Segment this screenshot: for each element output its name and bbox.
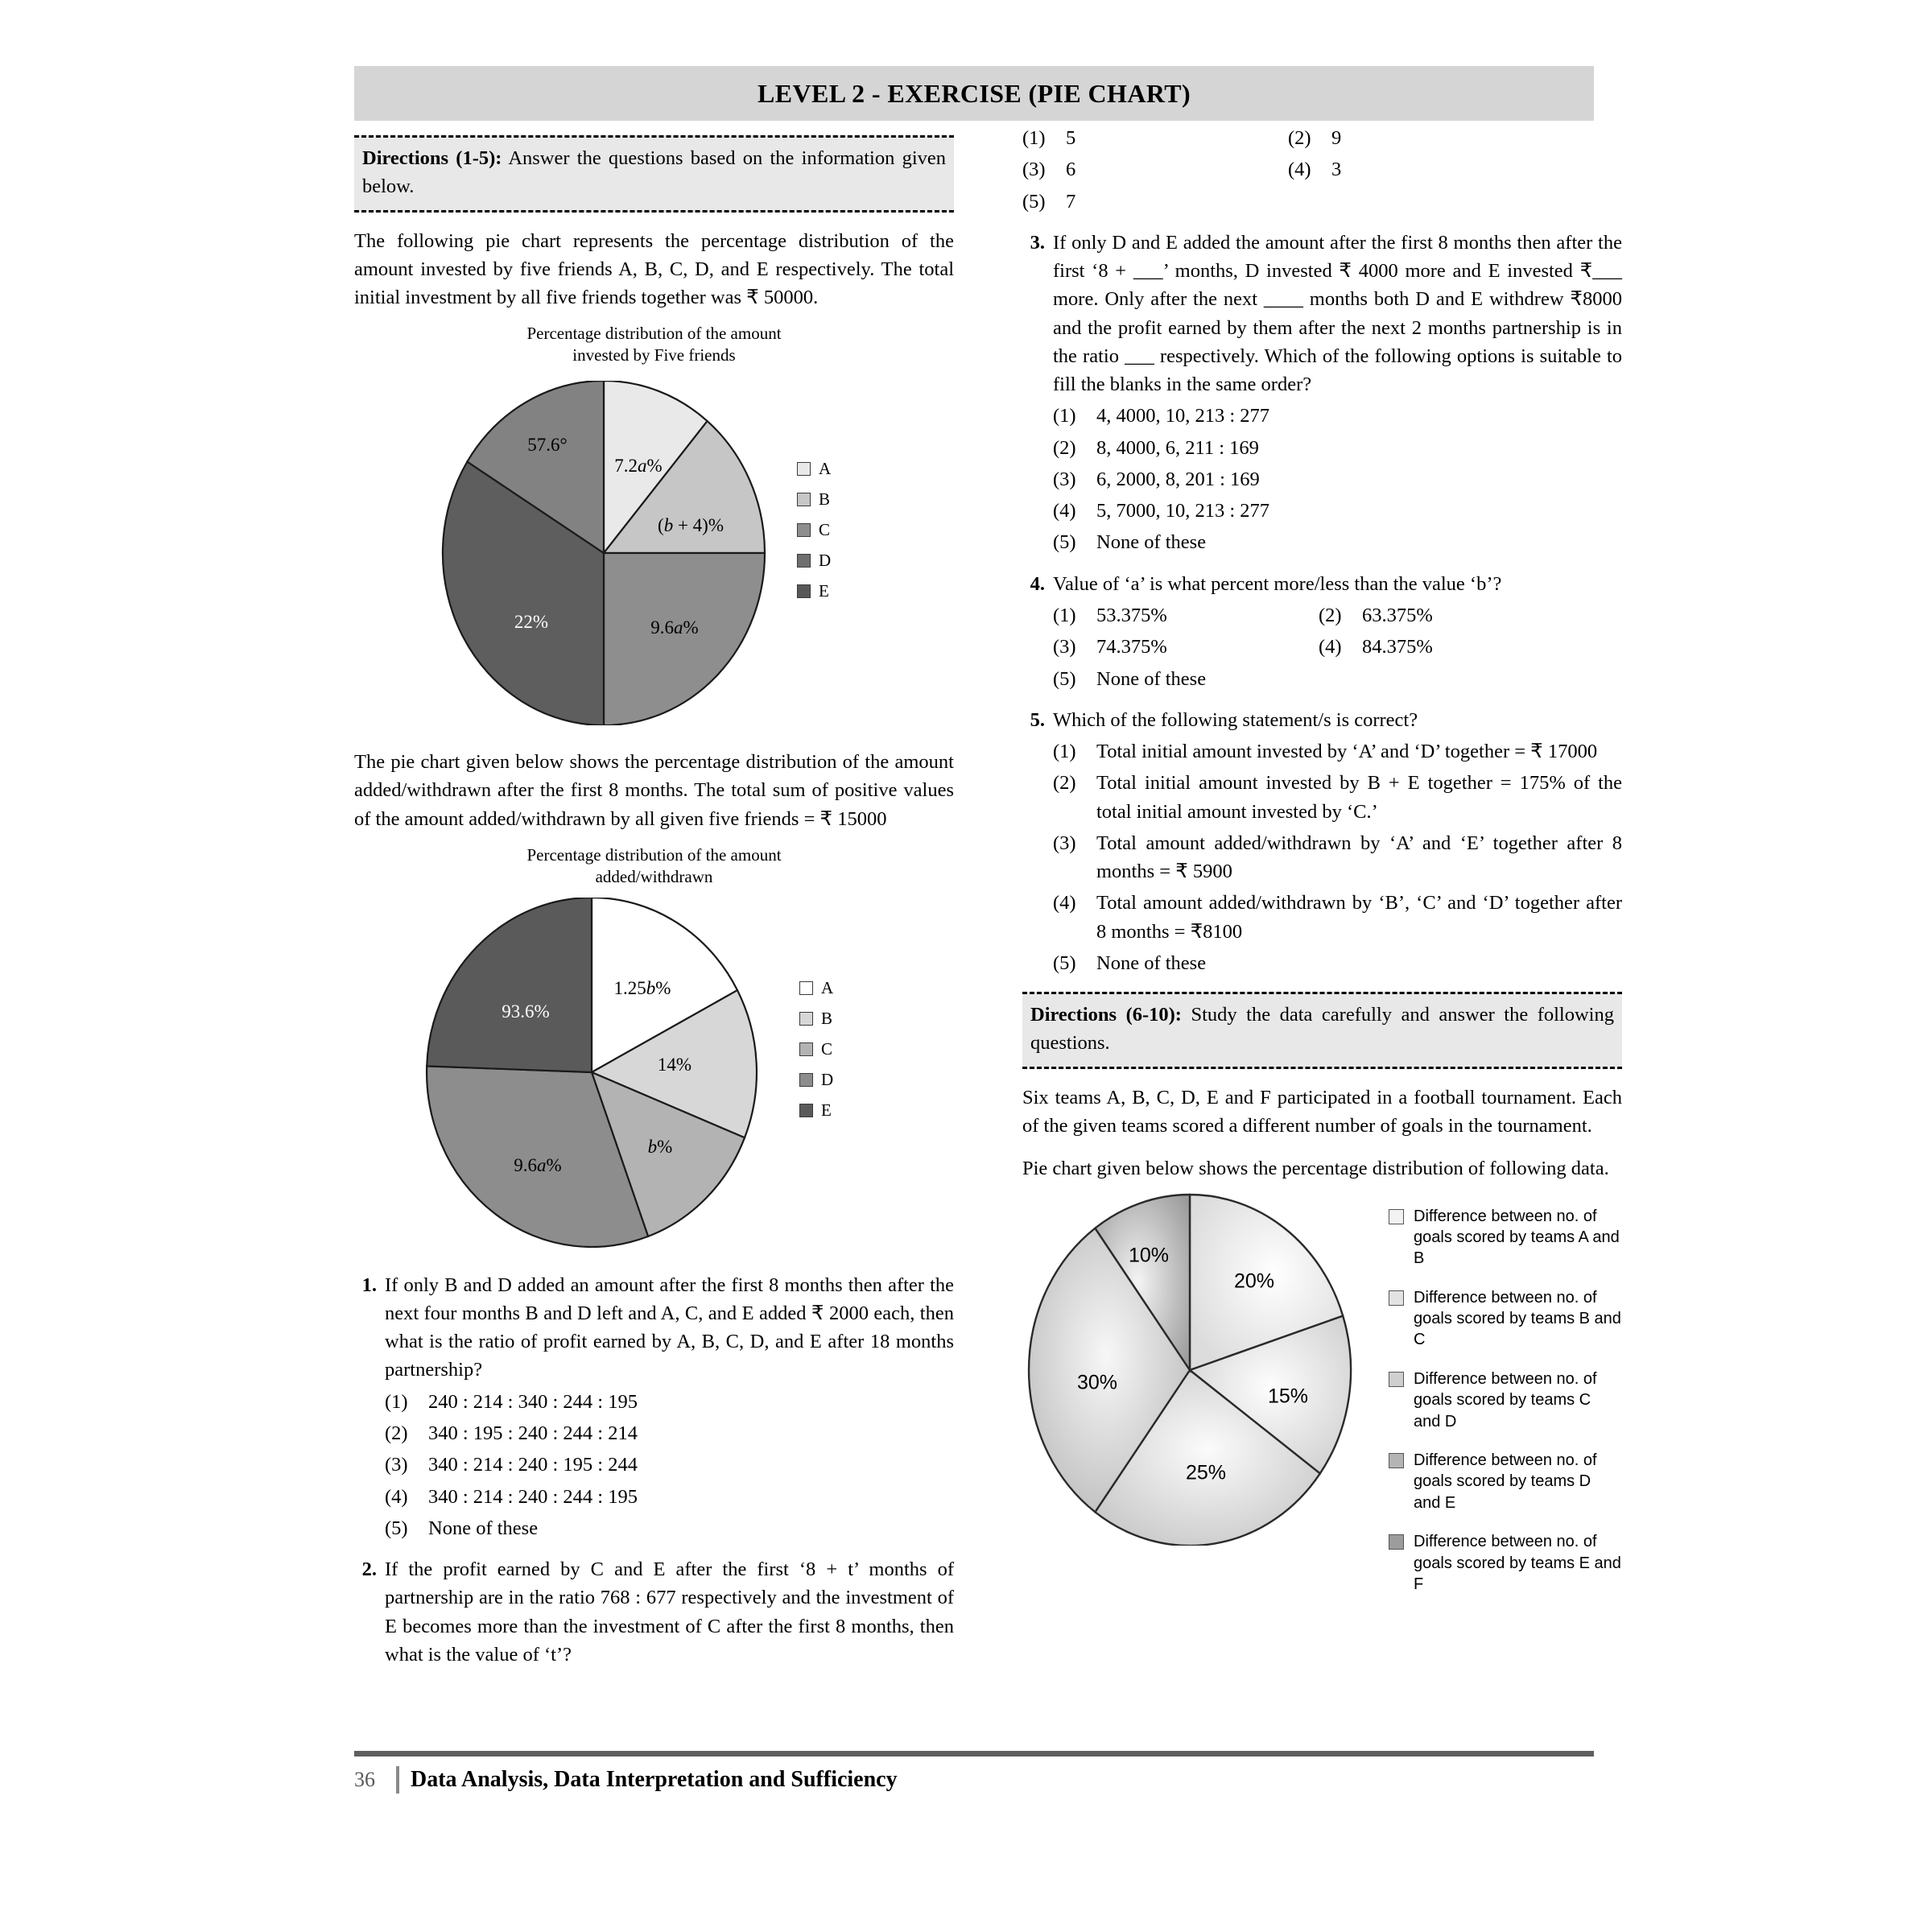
legend-swatch-icon — [799, 1042, 813, 1056]
chart-3-legend-row-cd — [1389, 1368, 1621, 1432]
chart-3-legend-label-ef: Difference between no. of goals scored by teams E and F — [1414, 1533, 1621, 1593]
option-label: (3) — [1053, 468, 1076, 490]
option-label: (1) — [1053, 405, 1076, 427]
legend-swatch-icon — [1389, 1453, 1404, 1468]
question-1-option-2[interactable] — [385, 1419, 954, 1447]
question-5-option-1[interactable] — [1053, 737, 1622, 766]
legend-swatch-icon — [797, 462, 811, 476]
chart-2-legend-row-d — [799, 1070, 833, 1090]
option-label: (2) — [1288, 127, 1311, 149]
question-3-option-3[interactable] — [1053, 465, 1622, 493]
chart-3-svg — [1022, 1191, 1360, 1546]
question-1-number: 1. — [361, 1274, 377, 1296]
chart-3-label-25: 25% — [1185, 1461, 1227, 1484]
legend-swatch-icon — [799, 1104, 813, 1117]
chart-2-label-b: 14% — [657, 1054, 692, 1075]
legend-swatch-icon — [799, 981, 813, 995]
footer-rule — [354, 1751, 1594, 1757]
question-5-option-4[interactable] — [1053, 889, 1622, 946]
chart-3-pie — [1022, 1191, 1360, 1546]
option-label: (4) — [1053, 892, 1076, 914]
option-text: 3 — [1331, 159, 1342, 181]
question-4-body — [1053, 570, 1622, 693]
chart-1-label-e: 22% — [514, 612, 549, 633]
option-text: 7 — [1066, 190, 1076, 213]
legend-swatch-icon — [1389, 1372, 1404, 1387]
chart-1-pie — [435, 381, 773, 725]
chart-2-slice-e — [427, 898, 592, 1072]
chart-1-legend-row-e — [797, 581, 831, 601]
chart-3-label-15: 15% — [1267, 1385, 1309, 1408]
option-text: 340 : 214 : 240 : 244 : 195 — [428, 1485, 638, 1508]
chart-3-legend-row-ab — [1389, 1206, 1621, 1269]
option-label: (2) — [1319, 604, 1342, 626]
directions-6-10-box — [1022, 992, 1622, 1069]
chart-1-legend-label-a: A — [819, 459, 832, 479]
question-2-option-5[interactable] — [1022, 188, 1622, 216]
question-2-options-row-1 — [1022, 124, 1622, 152]
option-text: 6, 2000, 8, 201 : 169 — [1096, 468, 1260, 490]
chart-1-label-b: (b + 4)% — [658, 515, 724, 536]
chart-1-legend — [797, 459, 831, 612]
chart-3-legend-label-de: Difference between no. of goals scored by teams D and E — [1414, 1451, 1597, 1512]
chart-2-label-e: 93.6% — [502, 1001, 550, 1022]
right-column — [1022, 121, 1622, 1593]
question-4-option-1[interactable] — [1053, 601, 1319, 630]
question-2-options-row-2 — [1022, 155, 1622, 184]
legend-swatch-icon — [797, 523, 811, 537]
option-label: (4) — [1053, 500, 1076, 522]
directions-1-5-label: Directions (1-5): — [362, 147, 502, 169]
option-text: 340 : 195 : 240 : 244 : 214 — [428, 1422, 638, 1444]
question-2-number: 2. — [361, 1558, 377, 1581]
legend-swatch-icon — [1389, 1209, 1404, 1224]
chart-3-label-30: 30% — [1076, 1371, 1118, 1394]
chart-3-legend-row-de — [1389, 1450, 1621, 1513]
question-2-body — [385, 1555, 954, 1669]
chart-3-legend-label-ab: Difference between no. of goals scored by teams A and B — [1414, 1207, 1620, 1268]
chart-2-label-d: 9.6a% — [514, 1154, 562, 1175]
chart-1-legend-label-c: C — [819, 520, 831, 540]
chart-2-pie — [419, 898, 765, 1248]
page-header-banner — [354, 66, 1594, 121]
question-4-options-row-1 — [1053, 601, 1622, 630]
chart-2-label-c: b% — [647, 1136, 673, 1157]
option-text: Total amount added/withdrawn by ‘A’ and ‘E’ together after 8 months = ₹ 5900 — [1096, 832, 1622, 883]
chart-1-legend-row-b — [797, 489, 831, 510]
question-5-body — [1053, 706, 1622, 977]
directions-1-5-box — [354, 135, 954, 213]
option-text: 74.375% — [1096, 636, 1167, 658]
question-2-option-1[interactable] — [1022, 124, 1288, 152]
chart-1-label-c: 9.6a% — [650, 617, 699, 638]
question-4 — [1022, 570, 1622, 693]
chart-1-legend-row-a — [797, 459, 831, 479]
question-4-option-3[interactable] — [1053, 633, 1319, 661]
chart-3-legend-row-ef — [1389, 1531, 1621, 1595]
option-label: (4) — [1288, 159, 1311, 181]
option-text: Total initial amount invested by B + E together = 175% of the total initial amount invested by ‘C.’ — [1096, 772, 1622, 823]
option-label: (3) — [1053, 832, 1076, 854]
question-5-option-2[interactable] — [1053, 769, 1622, 826]
option-label: (5) — [1053, 952, 1076, 974]
chart-2-legend-label-a: A — [821, 977, 834, 997]
chart-1-legend-label-e: E — [819, 581, 829, 601]
option-text: None of these — [1096, 667, 1207, 690]
question-4-option-2[interactable] — [1319, 601, 1622, 630]
chart-2-legend-row-c — [799, 1039, 833, 1059]
chart-3-legend-row-bc — [1389, 1287, 1621, 1351]
question-1-option-3[interactable] — [385, 1451, 954, 1479]
chart-3-legend-label-cd: Difference between no. of goals scored by teams C and D — [1414, 1369, 1597, 1430]
option-label: (1) — [385, 1390, 408, 1413]
chart-1-legend-label-b: B — [819, 489, 831, 510]
footer-divider — [396, 1766, 399, 1794]
legend-swatch-icon — [797, 554, 811, 568]
footer-row — [354, 1766, 1594, 1794]
option-label: (5) — [385, 1517, 408, 1539]
chart-2-legend-label-e: E — [821, 1100, 832, 1120]
option-label: (1) — [1022, 127, 1046, 149]
option-text: None of these — [1096, 952, 1207, 974]
question-1-option-4[interactable] — [385, 1483, 954, 1511]
legend-swatch-icon — [797, 584, 811, 598]
question-4-option-5[interactable] — [1053, 665, 1622, 693]
option-label: (4) — [385, 1485, 408, 1508]
question-1-option-5[interactable] — [385, 1514, 954, 1542]
chart-1-svg — [435, 381, 773, 725]
question-1 — [354, 1271, 954, 1542]
question-1-option-1[interactable] — [385, 1388, 954, 1416]
question-3-body — [1053, 229, 1622, 557]
question-3-number: 3. — [1030, 231, 1045, 254]
page-title: LEVEL 2 - EXERCISE (PIE CHART) — [757, 78, 1191, 108]
option-text: Total initial amount invested by ‘A’ and ‘D’ together = ₹ 17000 — [1096, 741, 1598, 763]
option-text: 6 — [1066, 159, 1076, 181]
question-3-text: If only D and E added the amount after the first 8 months then after the first ‘8 + ___’ months, D invested ₹ 4000 more and E invested ₹___ more. Only after the next ____ months both D and E withdrew ₹8000 and the profit earned by them after the next 2 months partnership is in the ratio ___ respectively. Which of the following options is suitable to fill the blanks in the same order? — [1053, 231, 1622, 396]
option-text: 340 : 214 : 240 : 195 : 244 — [428, 1454, 638, 1476]
directions-1-5-text: Answer the questions based on the information given below. — [362, 147, 946, 197]
option-text: 240 : 214 : 340 : 244 : 195 — [428, 1390, 638, 1413]
chart-3-label-10: 10% — [1128, 1244, 1170, 1267]
chart-1-area — [354, 366, 954, 737]
page-footer — [354, 1751, 1594, 1794]
option-label: (2) — [1053, 772, 1076, 795]
chart-1-title: Percentage distribution of the amount invested by Five friends — [526, 324, 782, 365]
chart-2-legend-row-a — [799, 978, 833, 998]
option-text: 84.375% — [1362, 636, 1433, 658]
option-label: (3) — [385, 1454, 408, 1476]
question-3-option-4[interactable] — [1053, 497, 1622, 525]
question-5-number: 5. — [1030, 708, 1045, 731]
chart-3-legend-label-bc: Difference between no. of goals scored by teams B and C — [1414, 1288, 1621, 1349]
option-text: Total amount added/withdrawn by ‘B’, ‘C’ and ‘D’ together after 8 months = ₹8100 — [1096, 892, 1622, 943]
option-label: (2) — [1053, 436, 1076, 459]
chart-2-area — [354, 888, 954, 1258]
question-3-option-2[interactable] — [1053, 434, 1622, 462]
question-2-option-2[interactable] — [1288, 124, 1622, 152]
chart-1-slice-c — [604, 553, 765, 725]
chart-2-legend-label-c: C — [821, 1038, 833, 1059]
question-2 — [354, 1555, 954, 1669]
question-4-options-row-2 — [1053, 633, 1622, 661]
option-label: (5) — [1022, 190, 1046, 213]
option-label: (4) — [1319, 636, 1342, 658]
chart-2-legend-label-b: B — [821, 1008, 833, 1028]
chart-2-legend-row-e — [799, 1100, 833, 1121]
legend-swatch-icon — [1389, 1290, 1404, 1306]
question-5-option-5[interactable] — [1053, 949, 1622, 977]
question-2-option-4[interactable] — [1288, 155, 1622, 184]
chart-2-svg — [419, 898, 765, 1248]
option-text: 63.375% — [1362, 604, 1433, 626]
chart-2-label-a: 1.25b% — [613, 977, 671, 998]
chart-2-legend-row-b — [799, 1009, 833, 1029]
intro-paragraph-1: The following pie chart represents the percentage distribution of the amount invested by five friends A, B, C, D, and E respectively. The total initial investment by all five friends together was ₹ 50000. — [354, 229, 954, 309]
option-label: (5) — [1053, 531, 1076, 554]
question-5-option-3[interactable] — [1053, 829, 1622, 886]
question-4-number: 4. — [1030, 572, 1045, 595]
intro-paragraph-2: The pie chart given below shows the percentage distribution of the amount added/withdrawn after the first 8 months. The total sum of positive values of the amount added/withdrawn by all given five friends = ₹ 15000 — [354, 751, 954, 830]
chart-3-label-20: 20% — [1233, 1269, 1275, 1293]
option-label: (2) — [385, 1422, 408, 1444]
question-1-text: If only B and D added an amount after the first 8 months then after the next four months B and D left and A, C, and E added ₹ 2000 each, then what is the ratio of profit earned by A, B, C, D, and E after 18 months partnership? — [385, 1274, 954, 1381]
chart-2-block — [354, 844, 954, 1258]
option-text: 5 — [1066, 127, 1076, 149]
question-1-body — [385, 1271, 954, 1542]
question-5 — [1022, 706, 1622, 977]
chart-3-area — [1022, 1191, 1622, 1593]
page-number: 36 — [354, 1768, 375, 1791]
chart-1-label-a: 7.2a% — [614, 456, 663, 477]
option-text: None of these — [1096, 531, 1207, 554]
chart-1-legend-label-d: D — [819, 551, 832, 571]
question-5-text: Which of the following statement/s is correct? — [1053, 708, 1418, 731]
option-label: (5) — [1053, 667, 1076, 690]
chart-2-legend-label-d: D — [821, 1069, 834, 1089]
question-2-option-3[interactable] — [1022, 155, 1288, 184]
option-text: 9 — [1331, 127, 1342, 149]
question-3-option-5[interactable] — [1053, 528, 1622, 556]
directions-6-10-label: Directions (6-10): — [1030, 1004, 1182, 1026]
option-label: (3) — [1022, 159, 1046, 181]
option-text: 5, 7000, 10, 213 : 277 — [1096, 500, 1270, 522]
directions-6-10-text: Study the data carefully and answer the following questions. — [1030, 1004, 1614, 1054]
left-column — [354, 135, 954, 1669]
legend-swatch-icon — [799, 1012, 813, 1026]
chart-1-label-d: 57.6° — [527, 435, 568, 456]
question-3-option-1[interactable] — [1053, 402, 1622, 430]
option-label: (1) — [1053, 741, 1076, 763]
legend-swatch-icon — [799, 1073, 813, 1087]
question-4-text: Value of ‘a’ is what percent more/less than the value ‘b’? — [1053, 572, 1502, 595]
chart-1-block — [354, 323, 954, 737]
option-text: 8, 4000, 6, 211 : 169 — [1096, 436, 1259, 459]
chart-2-title: Percentage distribution of the amount added/withdrawn — [526, 844, 782, 886]
chart-2-legend — [799, 978, 833, 1131]
chart-1-legend-row-d — [797, 551, 831, 571]
legend-swatch-icon — [1389, 1534, 1404, 1550]
chart-1-legend-row-c — [797, 520, 831, 540]
option-label: (1) — [1053, 604, 1076, 626]
option-text: None of these — [428, 1517, 539, 1539]
legend-swatch-icon — [797, 493, 811, 506]
option-label: (3) — [1053, 636, 1076, 658]
question-3 — [1022, 229, 1622, 557]
question-4-option-4[interactable] — [1319, 633, 1622, 661]
question-2-text: If the profit earned by C and E after the first ‘8 + t’ months of partnership are in the ratio 768 : 677 respectively and the investment of E becomes more than the investment of C after the first 8 months, then what is the value of ‘t’? — [385, 1558, 954, 1666]
intro-paragraph-4: Pie chart given below shows the percentage distribution of following data. — [1022, 1158, 1609, 1180]
option-text: 53.375% — [1096, 604, 1167, 626]
intro-paragraph-3: Six teams A, B, C, D, E and F participated in a football tournament. Each of the given teams scored a different number of goals in the tournament. — [1022, 1086, 1622, 1137]
chart-3-legend — [1389, 1206, 1621, 1613]
option-text: 4, 4000, 10, 213 : 277 — [1096, 405, 1270, 427]
book-title: Data Analysis, Data Interpretation and Sufficiency — [411, 1767, 898, 1792]
